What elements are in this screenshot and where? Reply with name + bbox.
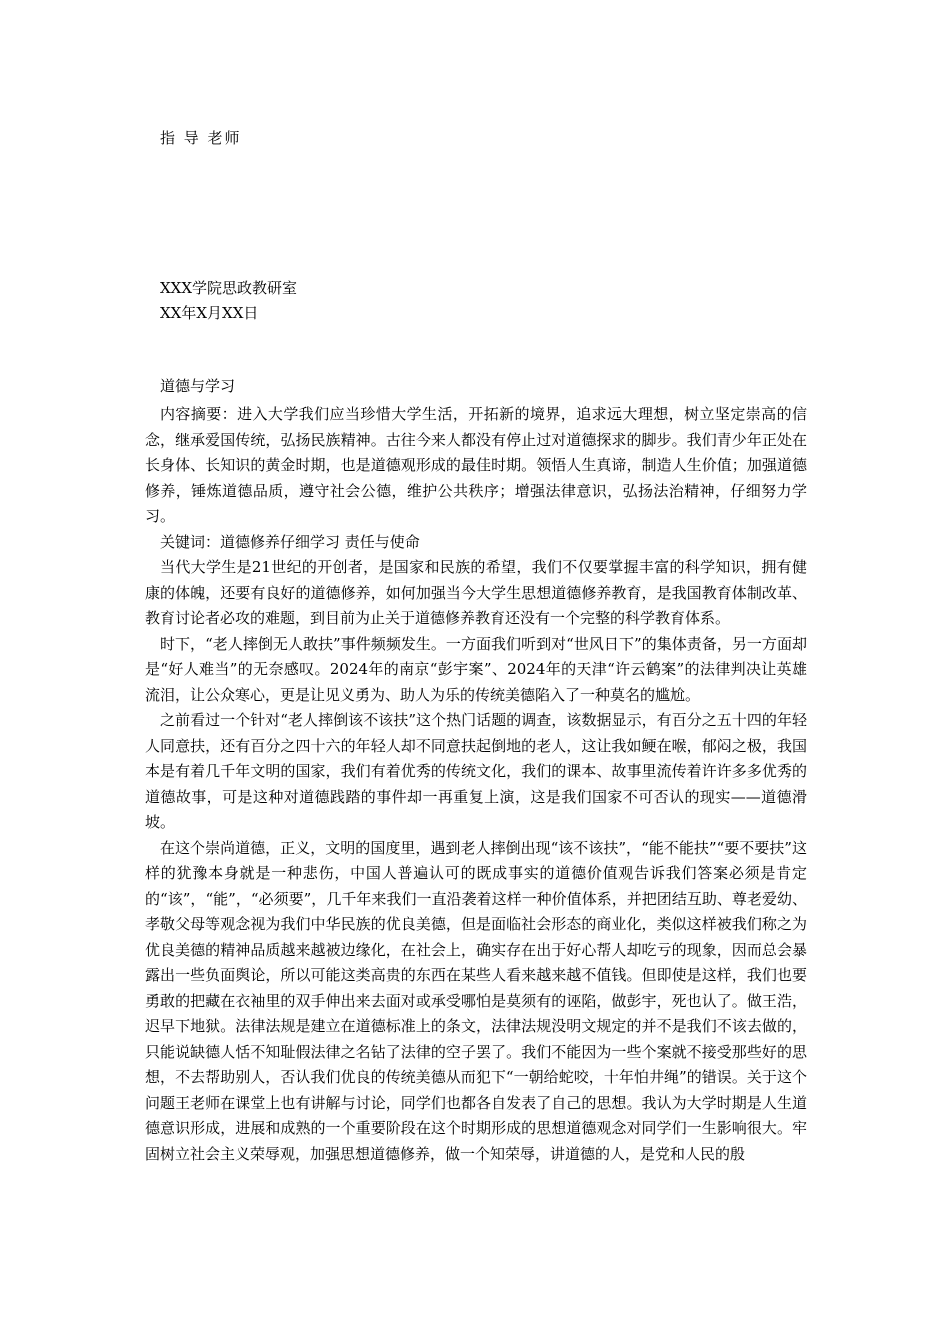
body-paragraph: 当代大学生是21世纪的开创者，是国家和民族的希望，我们不仅要掌握丰富的科学知识，拥有健康的体魄，还要有良好的道德修养，如何加强当今大学生思想道德修养教育，是我国教育体制改革、教育讨论者必攻的难题，到目前为止关于道德修养教育还没有一个完整的科学教育体系。: [145, 558, 807, 627]
body-paragraph: 时下，“老人摔倒无人敢扶”事件频频发生。一方面我们听到对“世风日下”的集体责备，另一方面却是“好人难当”的无奈感叹。2024年的南京“彭宇案”、2024年的天津“许云鹤案”的法律判决让英雄流泪，让公众寒心，更是让见义勇为、助人为乐的传统美德陷入了一种莫名的尴尬。: [145, 634, 807, 704]
document-date: XX年X月XX日: [160, 304, 259, 322]
document-title: 道德与学习: [160, 377, 236, 395]
document-body: [145, 402, 807, 1167]
keywords-paragraph: 关键词：道德修养仔细学习 责任与使命: [160, 532, 420, 551]
body-paragraph: 之前看过一个针对“老人摔倒该不该扶”这个热门话题的调查，该数据显示，有百分之五十四的年轻人同意扶，还有百分之四十六的年轻人却不同意扶起倒地的老人，这让我如鲠在喉，郁闷之极，我国本是有着几千年文明的国家，我们有着优秀的传统文化，我们的课本、故事里流传着许许多多优秀的道德故事，可是这种对道德践踏的事件却一再重复上演，这是我们国家不可否认的现实——道德滑坡。: [145, 711, 807, 831]
advisor-label: 指 导 老师: [160, 129, 242, 147]
body-paragraph: 在这个崇尚道德，正义，文明的国度里，遇到老人摔倒出现“该不该扶”，“能不能扶”“要不要扶”这样的犹豫本身就是一种悲伤，中国人普遍认可的既成事实的道德价值观告诉我们答案必须是肯定的“该”，“能”，“必须要”，几千年来我们一直沿袭着这样一种价值体系，并把团结互助、尊老爱幼、孝敬父母等观念视为我们中华民族的优良美德，但是面临社会形态的商业化，类似这样被我们称之为优良美德的精神品质越来越被边缘化，在社会上，确实存在出于好心帮人却吃亏的现象，因而总会暴露出一些负面舆论，所以可能这类高贵的东西在某些人看来越来越不值钱。但即使是这样，我们也要勇敢的把藏在衣袖里的双手伸出来去面对或承受哪怕是莫须有的诬陷，做彭宇，死也认了。做王浩，迟早下地狱。法律法规是建立在道德标准上的条文，法律法规没明文规定的并不是我们不该去做的，只能说缺德人恬不知耻假法律之名钻了法律的空子罢了。我们不能因为一些个案就不接受那些好的思想，不去帮助别人，否认我们优良的传统美德从而犯下“一朝给蛇咬，十年怕井绳”的错误。关于这个问题王老师在课堂上也有讲解与讨论，同学们也都各自发表了自己的思想。我认为大学时期是人生道德意识形成，进展和成熟的一个重要阶段在这个时期形成的思想道德观念对同学们一生影响很大。牢固树立社会主义荣辱观，加强思想道德修养，做一个知荣辱，讲道德的人，是党和人民的殷: [145, 838, 807, 1163]
abstract-paragraph: 内容摘要：进入大学我们应当珍惜大学生活，开拓新的境界，追求远大理想，树立坚定崇高的信念，继承爱国传统，弘扬民族精神。古往今来人都没有停止过对道德探求的脚步。我们青少年正处在长身体、长知识的黄金时期，也是道德观形成的最佳时期。领悟人生真谛，制造人生价值；加强道德修养，锤炼道德品质，遵守社会公德，维护公共秩序；增强法律意识，弘扬法治精神，仔细努力学习。: [145, 405, 807, 525]
organization-name: XXX学院思政教研室: [160, 279, 298, 297]
